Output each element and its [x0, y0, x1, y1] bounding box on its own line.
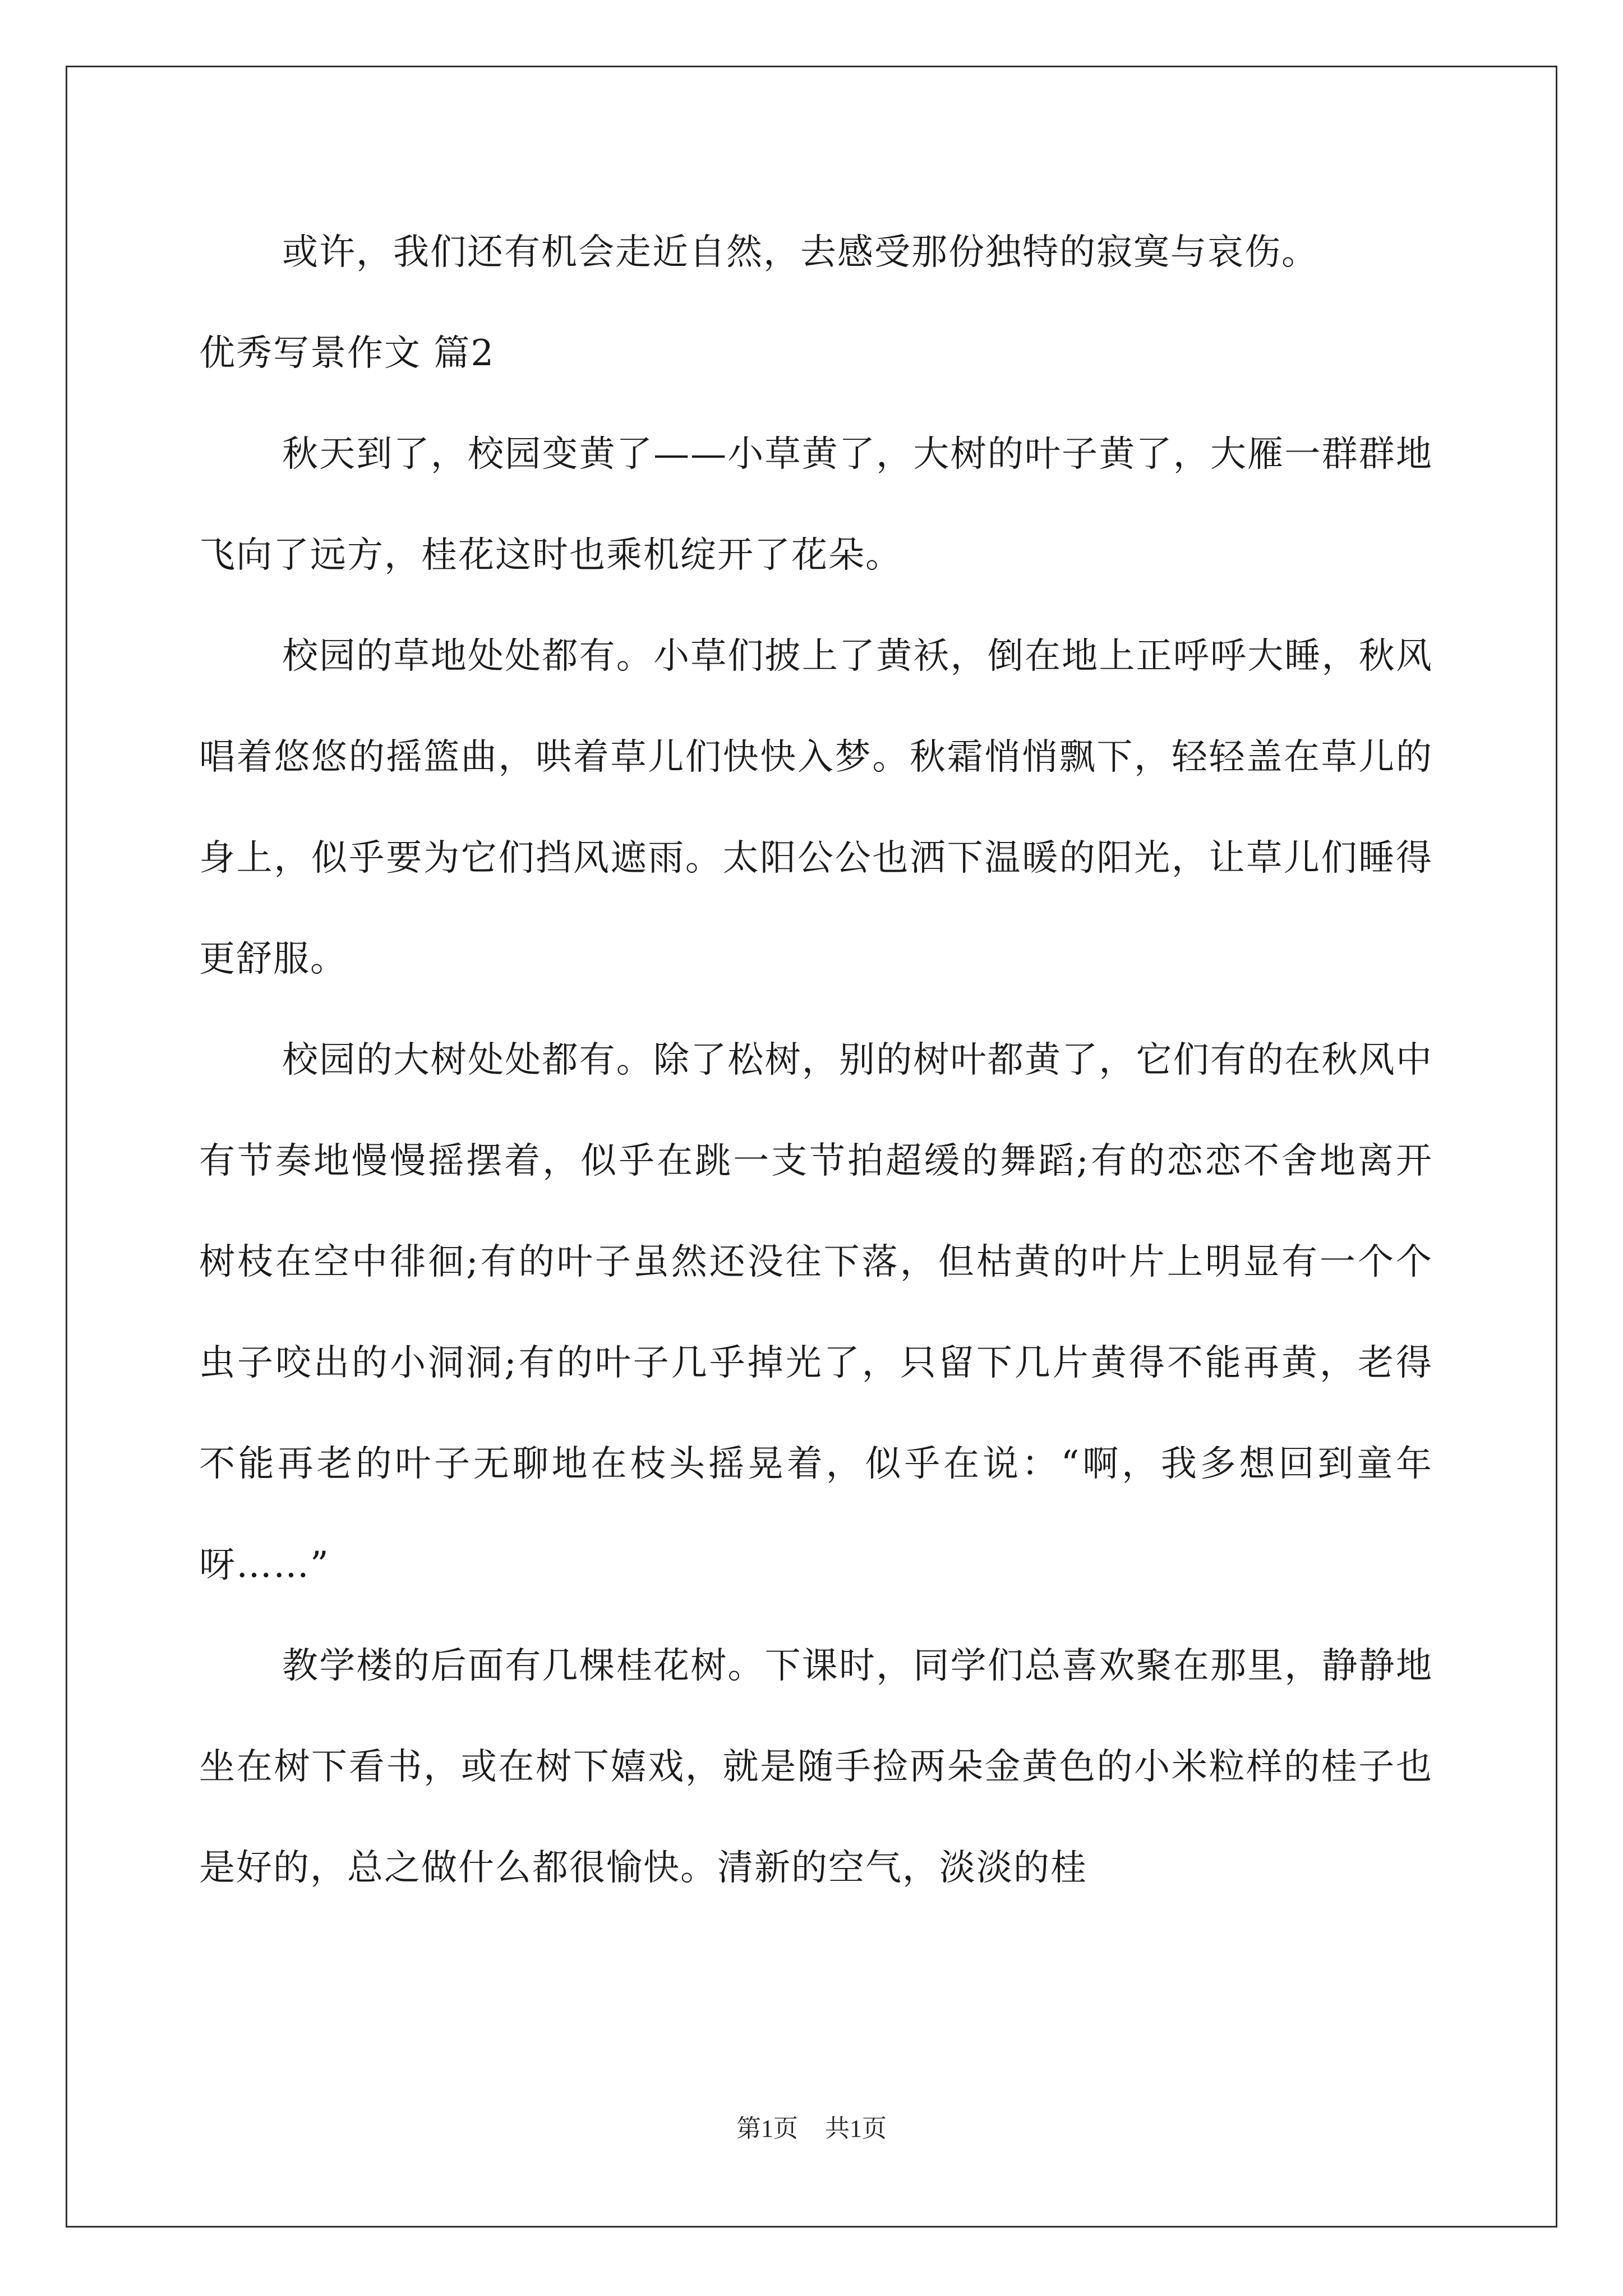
page-number-total: 共1页: [825, 2115, 887, 2142]
paragraph-grass: 校园的草地处处都有。小草们披上了黄袄，倒在地上正呼呼大睡，秋风唱着悠悠的摇篮曲，哄着草儿们快快入梦。秋霜悄悄飘下，轻轻盖在草儿的身上，似乎要为它们挡风遮雨。太阳公公也洒下温暖的阳光，让草儿们睡得更舒服。: [199, 636, 1433, 980]
section-heading: 优秀写景作文 篇2: [199, 333, 495, 374]
paragraph-osmanthus: 教学楼的后面有几棵桂花树。下课时，同学们总喜欢聚在那里，静静地坐在树下看书，或在树下嬉戏，就是随手捡两朵金黄色的小米粒样的桂子也是好的，总之做什么都很愉快。清新的空气，淡淡的桂: [199, 1645, 1433, 1889]
page-footer: [0, 2112, 1623, 2146]
document-body: [199, 202, 1433, 1918]
paragraph-autumn-arrives: 秋天到了，校园变黄了——小草黄了，大树的叶子黄了，大雁一群群地飞向了远方，桂花这时也乘机绽开了花朵。: [199, 434, 1433, 576]
paragraph-intro-closing: 或许，我们还有机会走近自然，去感受那份独特的寂寞与哀伤。: [282, 232, 1318, 273]
page-number-current: 第1页: [736, 2115, 798, 2142]
paragraph-trees: 校园的大树处处都有。除了松树，别的树叶都黄了，它们有的在秋风中有节奏地慢慢摇摆着，似乎在跳一支节拍超缓的舞蹈;有的恋恋不舍地离开树枝在空中徘徊;有的叶子虽然还没往下落，但枯黄的叶片上明显有一个个虫子咬出的小洞洞;有的叶子几乎掉光了，只留下几片黄得不能再黄，老得不能再老的叶子无聊地在枝头摇晃着，似乎在说：“啊，我多想回到童年呀……”: [199, 1039, 1433, 1586]
